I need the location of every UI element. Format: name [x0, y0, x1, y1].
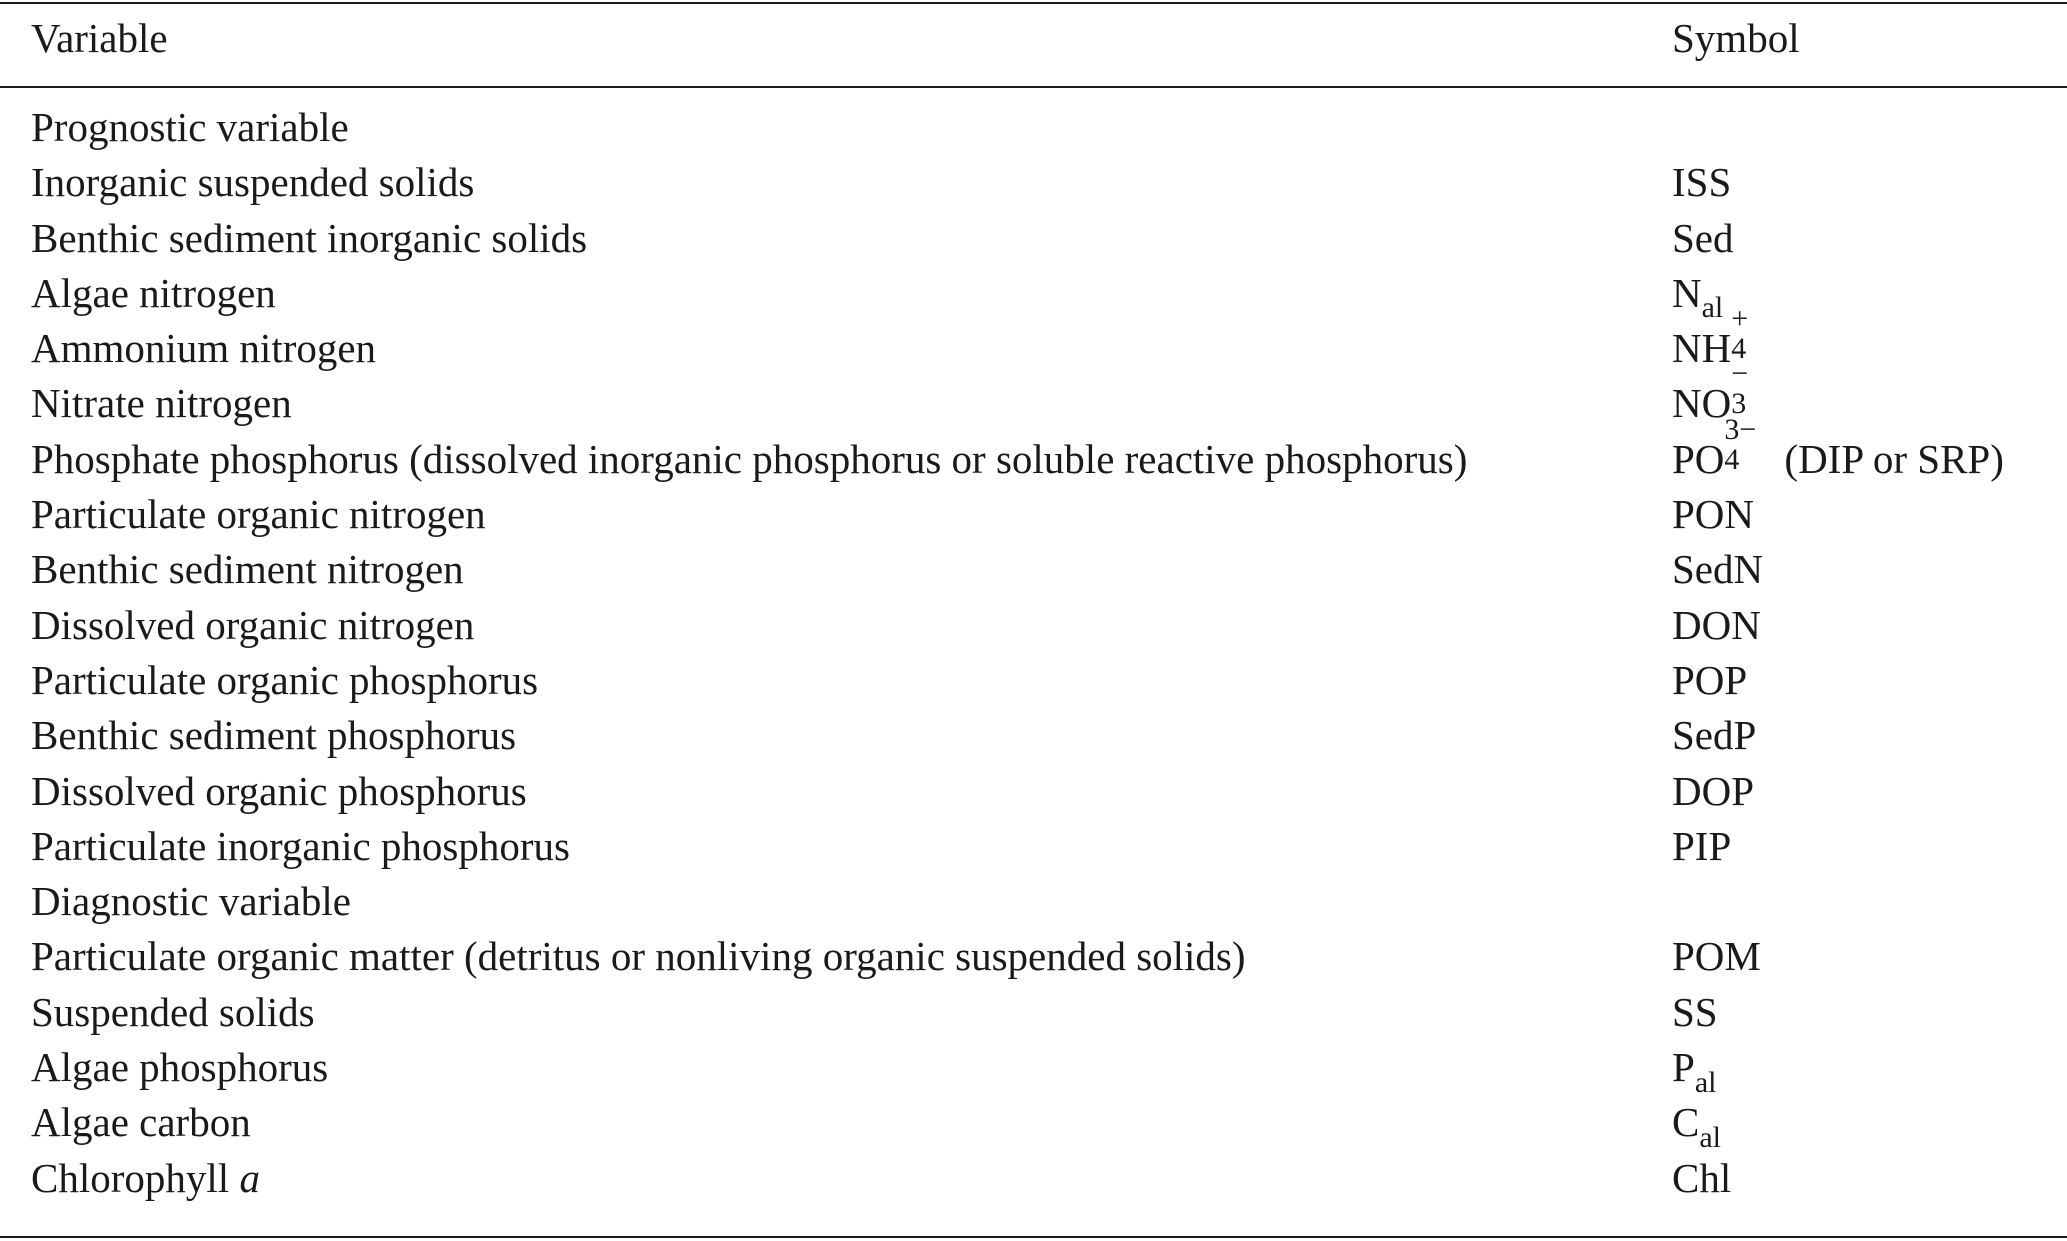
- variable-cell: Inorganic suspended solids: [31, 159, 475, 206]
- table-row: [0, 1151, 2067, 1206]
- table-row: [0, 487, 2067, 542]
- symbol-cell: DOP: [1672, 767, 1755, 814]
- symbol-cell: [1672, 412, 2004, 487]
- variable-cell: Particulate organic matter (detritus or nonliving organic suspended solids): [31, 933, 1246, 980]
- variable-cell: Ammonium nitrogen: [31, 325, 377, 372]
- symbol-base: PO: [1672, 435, 1725, 482]
- table-header: [0, 14, 2067, 70]
- symbol-subscript: 4: [1724, 442, 1740, 476]
- table-row: [0, 1040, 2067, 1099]
- table-row: [0, 211, 2067, 266]
- variable-cell: Algae carbon: [31, 1099, 251, 1146]
- symbol-superscript: −: [1731, 357, 1749, 391]
- symbol-base: NH: [1672, 325, 1732, 372]
- symbol-base: P: [1672, 1044, 1695, 1091]
- table-row: [0, 874, 2067, 929]
- symbol-script-stack: [1731, 302, 1759, 366]
- variable-cell: Dissolved organic phosphorus: [31, 767, 527, 814]
- table-row: [0, 708, 2067, 763]
- table-row: [0, 266, 2067, 325]
- bottom-rule: [0, 1236, 2067, 1238]
- table-row: [0, 542, 2067, 597]
- symbol-cell: [1672, 266, 1724, 325]
- table-row: [0, 1095, 2067, 1154]
- symbol-base: N: [1672, 269, 1702, 316]
- variable-cell: Algae phosphorus: [31, 1044, 329, 1091]
- section-label-diagnostic: Diagnostic variable: [31, 878, 351, 925]
- symbol-cell: PIP: [1672, 822, 1732, 869]
- symbol-cell: ISS: [1672, 159, 1732, 206]
- symbol-cell: Chl: [1672, 1154, 1732, 1201]
- header-variable: Variable: [31, 15, 168, 61]
- variable-cell: [31, 1151, 260, 1206]
- table-row: [0, 764, 2067, 819]
- symbol-cell: DON: [1672, 601, 1761, 648]
- variable-cell: Benthic sediment nitrogen: [31, 546, 464, 593]
- symbol-cell: SS: [1672, 988, 1718, 1035]
- symbol-cell: PON: [1672, 491, 1755, 538]
- symbol-superscript: +: [1731, 302, 1749, 336]
- variable-cell: Benthic sediment phosphorus: [31, 712, 517, 759]
- table-row: [0, 985, 2067, 1040]
- symbol-cell: Sed: [1672, 214, 1734, 261]
- symbol-note: (DIP or SRP): [1784, 435, 2004, 482]
- table-row: [0, 929, 2067, 984]
- table-row: [0, 357, 2067, 431]
- variable-cell: Particulate inorganic phosphorus: [31, 822, 570, 869]
- symbol-script-stack: [1724, 412, 1770, 476]
- symbol-cell: POP: [1672, 656, 1748, 703]
- header-symbol: Symbol: [1672, 15, 1800, 61]
- table-row: [0, 819, 2067, 874]
- symbol-base: NO: [1672, 380, 1732, 427]
- symbol-subscript: al: [1699, 1120, 1722, 1154]
- symbol-subscript: 3: [1731, 387, 1747, 421]
- variable-cell: Nitrate nitrogen: [31, 380, 292, 427]
- table-body: [0, 100, 2067, 1206]
- table-row: [0, 653, 2067, 708]
- variable-cell: Benthic sediment inorganic solids: [31, 214, 588, 261]
- header-rule: [0, 86, 2067, 88]
- table-row: [0, 598, 2067, 653]
- variable-cell: Particulate organic phosphorus: [31, 656, 539, 703]
- top-rule: [0, 2, 2067, 4]
- symbol-script-stack: [1731, 357, 1759, 421]
- variable-cell: Phosphate phosphorus (dissolved inorganic phosphorus or soluble reactive phosphorus): [31, 435, 1468, 482]
- variable-cell: Particulate organic nitrogen: [31, 491, 486, 538]
- variable-italic: a: [239, 1154, 260, 1201]
- variable-cell: Suspended solids: [31, 988, 315, 1035]
- symbol-subscript: 4: [1731, 332, 1747, 366]
- variable-text: Chlorophyll: [31, 1154, 240, 1201]
- section-label-prognostic: Prognostic variable: [31, 104, 349, 150]
- table-row: [0, 412, 2067, 487]
- symbol-cell: [1672, 1095, 1722, 1154]
- table-row: [0, 155, 2067, 210]
- symbol-cell: SedP: [1672, 712, 1757, 759]
- symbol-subscript: al: [1694, 1065, 1717, 1099]
- symbol-base: C: [1672, 1099, 1700, 1146]
- symbol-cell: SedN: [1672, 546, 1764, 593]
- symbol-superscript: 3−: [1724, 412, 1757, 446]
- variable-cell: Algae nitrogen: [31, 269, 276, 316]
- symbol-subscript: al: [1701, 291, 1724, 325]
- table-row: [0, 100, 2067, 155]
- variable-cell: Dissolved organic nitrogen: [31, 601, 475, 648]
- symbol-cell: POM: [1672, 933, 1761, 980]
- symbol-cell: [1672, 1040, 1717, 1099]
